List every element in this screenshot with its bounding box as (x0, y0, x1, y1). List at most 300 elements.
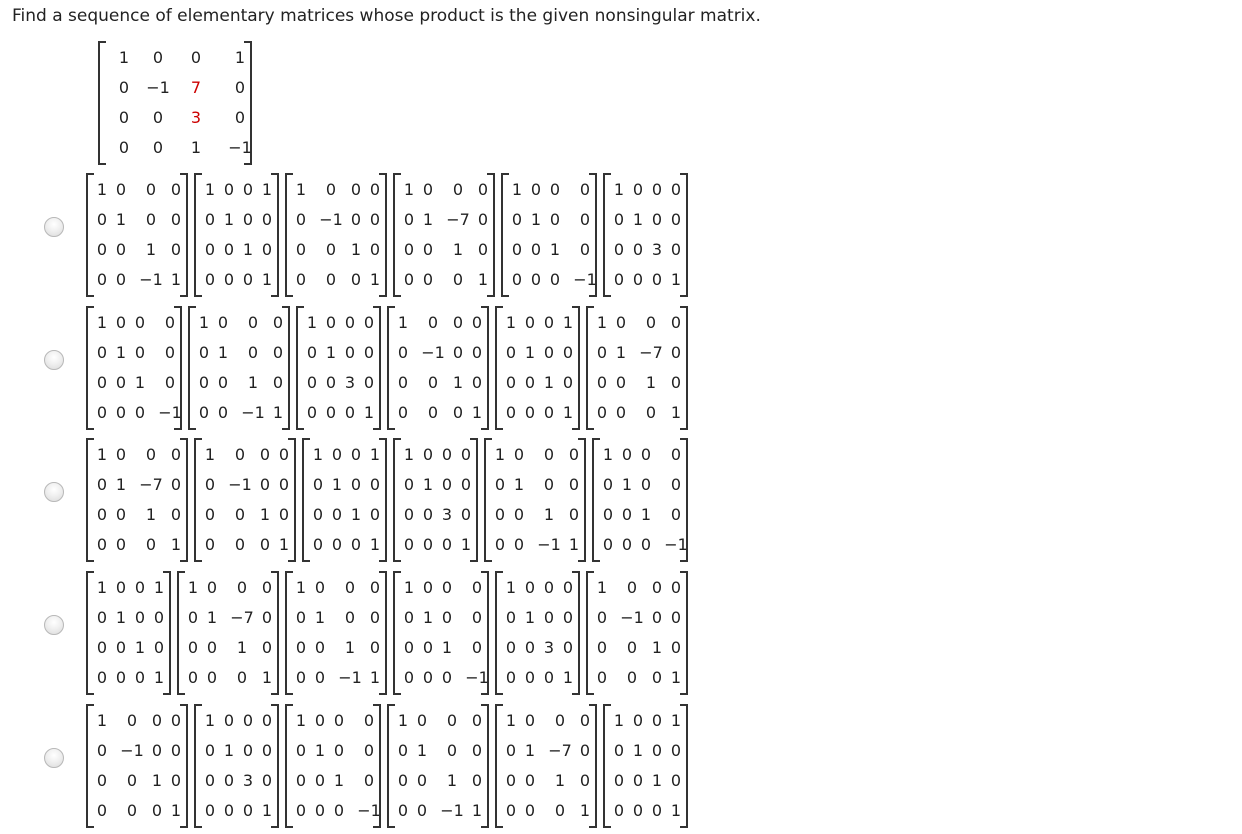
matrix-entry: 0 (549, 180, 561, 199)
matrix-entry: 1 (562, 313, 574, 332)
matrix-entry: 0 (350, 445, 362, 464)
matrix-entry: 0 (543, 475, 555, 494)
bracket-serif (589, 704, 595, 706)
matrix-entry: 0 (115, 373, 127, 392)
matrix-entry: 0 (452, 270, 464, 289)
matrix (296, 306, 381, 430)
matrix-entry: 0 (460, 475, 472, 494)
matrix-entry: 0 (397, 741, 409, 760)
matrix-entry: 0 (471, 771, 483, 790)
matrix-entry: 0 (403, 638, 415, 657)
matrix-entry: 1 (505, 578, 517, 597)
bracket-serif (288, 560, 294, 562)
matrix-entry: 0 (118, 78, 130, 97)
bracket-serif (572, 693, 578, 695)
matrix-entry: 0 (543, 668, 555, 687)
matrix-entry: 0 (602, 475, 614, 494)
bracket-serif (395, 438, 401, 440)
matrix (302, 438, 387, 562)
matrix-entry: 3 (441, 505, 453, 524)
bracket-serif (605, 826, 611, 828)
matrix-entry: 0 (118, 108, 130, 127)
matrix-entry: 0 (152, 108, 164, 127)
matrix-entry: 0 (295, 210, 307, 229)
matrix-entry: 1 (96, 180, 108, 199)
matrix-entry: 1 (153, 668, 165, 687)
matrix-entry: 0 (651, 801, 663, 820)
matrix-entry: 0 (615, 313, 627, 332)
matrix-entry: 0 (331, 445, 343, 464)
matrix-entry: 0 (441, 608, 453, 627)
bracket-serif (497, 306, 503, 308)
matrix-entry: 0 (471, 578, 483, 597)
matrix-entry: 0 (96, 210, 108, 229)
matrix-entry: 1 (452, 240, 464, 259)
matrix-entry: 0 (579, 210, 591, 229)
matrix-entry: 1 (259, 505, 271, 524)
matrix-entry: 1 (369, 535, 381, 554)
bracket-serif (588, 306, 594, 308)
matrix-entry: −1 (120, 741, 144, 760)
matrix-entry: 1 (170, 801, 182, 820)
bracket-serif (497, 826, 503, 828)
matrix-entry: 1 (295, 711, 307, 730)
matrix-entry: 0 (259, 535, 271, 554)
matrix-entry: 0 (524, 578, 536, 597)
bracket-serif (88, 693, 94, 695)
bracket-serif (163, 571, 169, 573)
matrix-entry: 1 (115, 343, 127, 362)
matrix-entry: 0 (554, 801, 566, 820)
matrix-entry: 1 (645, 373, 657, 392)
bracket-serif (389, 826, 395, 828)
bracket-serif (244, 163, 250, 165)
bracket-serif (271, 571, 277, 573)
matrix-entry: 0 (471, 343, 483, 362)
matrix-entry: 0 (422, 180, 434, 199)
matrix-entry: 1 (446, 771, 458, 790)
bracket-serif (589, 173, 595, 175)
matrix-entry: 0 (513, 505, 525, 524)
bracket-serif (395, 295, 401, 297)
matrix-entry: 1 (422, 210, 434, 229)
matrix-entry: 0 (242, 711, 254, 730)
bracket-serif (605, 173, 611, 175)
bracket-serif (100, 163, 106, 165)
matrix-entry: 0 (596, 343, 608, 362)
matrix-entry: 0 (422, 445, 434, 464)
bracket-serif (282, 306, 288, 308)
matrix-entry: 0 (422, 638, 434, 657)
matrix-entry: 1 (651, 638, 663, 657)
matrix-entry: −7 (446, 210, 470, 229)
matrix-entry: 0 (151, 801, 163, 820)
matrix-entry: 1 (452, 373, 464, 392)
matrix-entry: 0 (505, 668, 517, 687)
matrix-entry: −1 (664, 535, 688, 554)
matrix (603, 173, 688, 297)
matrix-entry: 1 (261, 801, 273, 820)
matrix-entry: 1 (530, 210, 542, 229)
matrix-entry: 1 (505, 711, 517, 730)
matrix-entry: 0 (651, 608, 663, 627)
matrix-entry: 0 (295, 668, 307, 687)
matrix-entry: 0 (198, 343, 210, 362)
matrix-entry: 1 (369, 668, 381, 687)
matrix-entry: 0 (403, 608, 415, 627)
matrix-entry: 0 (278, 445, 290, 464)
bracket-serif (287, 173, 293, 175)
matrix-entry: 1 (513, 475, 525, 494)
matrix-entry: 1 (397, 313, 409, 332)
matrix-entry: 0 (524, 638, 536, 657)
matrix-entry: 0 (223, 801, 235, 820)
matrix-entry: 0 (206, 578, 218, 597)
bracket-serif (680, 704, 686, 706)
bracket-serif (497, 428, 503, 430)
matrix-entry: 0 (441, 578, 453, 597)
bracket-serif (680, 438, 686, 440)
matrix-entry: 0 (115, 240, 127, 259)
matrix-entry: 0 (549, 210, 561, 229)
matrix-entry: 0 (441, 445, 453, 464)
matrix-entry: 0 (115, 445, 127, 464)
matrix-entry: 0 (505, 741, 517, 760)
matrix-entry: 0 (613, 240, 625, 259)
matrix-entry: 0 (261, 210, 273, 229)
matrix-entry: 0 (543, 608, 555, 627)
matrix-entry: 0 (344, 343, 356, 362)
matrix-entry: 0 (242, 270, 254, 289)
matrix-entry: 0 (369, 475, 381, 494)
matrix-entry: 0 (524, 771, 536, 790)
bracket-serif (470, 438, 476, 440)
bracket-serif (588, 693, 594, 695)
bracket-serif (180, 438, 186, 440)
bracket-serif (190, 428, 196, 430)
matrix-entry: 1 (204, 711, 216, 730)
matrix-entry: 0 (170, 210, 182, 229)
bracket-serif (298, 428, 304, 430)
matrix-entry: 0 (670, 373, 682, 392)
matrix-entry: 0 (670, 608, 682, 627)
matrix-entry: 0 (403, 210, 415, 229)
matrix-entry: 0 (505, 343, 517, 362)
matrix-entry: 1 (261, 668, 273, 687)
matrix-entry: 0 (204, 475, 216, 494)
matrix-entry: 0 (350, 180, 362, 199)
matrix-entry: 1 (543, 505, 555, 524)
matrix-entry: 1 (505, 313, 517, 332)
matrix-entry: −1 (421, 343, 445, 362)
matrix-entry: 0 (494, 505, 506, 524)
matrix-entry: 1 (247, 373, 259, 392)
matrix-entry: −1 (146, 78, 170, 97)
bracket-serif (680, 295, 686, 297)
matrix-entry: 1 (460, 535, 472, 554)
matrix-entry: 0 (416, 711, 428, 730)
matrix-entry: 0 (471, 741, 483, 760)
matrix-entry: 0 (96, 403, 108, 422)
answer-radio-5[interactable] (44, 748, 64, 768)
bracket-serif (680, 428, 686, 430)
matrix-entry: 0 (96, 741, 108, 760)
bracket-serif (180, 704, 186, 706)
answer-radio-1[interactable] (44, 217, 64, 237)
matrix-entry: −7 (639, 343, 663, 362)
matrix-entry: 0 (96, 535, 108, 554)
matrix-entry: 0 (505, 771, 517, 790)
matrix-entry: 0 (403, 668, 415, 687)
matrix-entry: 0 (524, 373, 536, 392)
matrix-entry: 1 (554, 771, 566, 790)
matrix-entry: 0 (494, 535, 506, 554)
answer-radio-3[interactable] (44, 482, 64, 502)
matrix-entry: 1 (369, 270, 381, 289)
bracket-serif (88, 571, 94, 573)
bracket-serif (680, 826, 686, 828)
matrix-entry: 0 (96, 608, 108, 627)
matrix-entry: 0 (115, 403, 127, 422)
matrix-entry: 0 (261, 638, 273, 657)
matrix-entry: 0 (333, 801, 345, 820)
matrix-entry: 0 (369, 210, 381, 229)
bracket-serif (244, 41, 250, 43)
matrix-entry: 0 (568, 505, 580, 524)
matrix-entry: 0 (416, 771, 428, 790)
matrix-entry: 0 (204, 240, 216, 259)
bracket-serif (578, 438, 584, 440)
matrix-entry: 0 (261, 711, 273, 730)
matrix-entry: 1 (306, 313, 318, 332)
matrix-entry: 1 (632, 741, 644, 760)
matrix-entry: 0 (204, 535, 216, 554)
matrix-entry: 1 (422, 475, 434, 494)
bracket-serif (578, 560, 584, 562)
bracket-serif (196, 826, 202, 828)
matrix-entry: −1 (158, 403, 182, 422)
matrix-entry: 0 (344, 403, 356, 422)
matrix-entry: 1 (272, 403, 284, 422)
matrix-entry: 0 (126, 711, 138, 730)
matrix-entry: 0 (651, 180, 663, 199)
matrix-entry: 0 (242, 801, 254, 820)
bracket-serif (271, 693, 277, 695)
bracket-serif (487, 173, 493, 175)
matrix-entry: 0 (223, 180, 235, 199)
matrix (194, 438, 296, 562)
matrix-entry: 1 (295, 578, 307, 597)
bracket-serif (379, 173, 385, 175)
bracket-serif (271, 173, 277, 175)
matrix-entry: 0 (333, 711, 345, 730)
matrix-entry: 1 (151, 771, 163, 790)
matrix-entry: 0 (505, 373, 517, 392)
matrix (86, 704, 188, 828)
matrix-entry: 0 (115, 180, 127, 199)
bracket-serif (470, 560, 476, 562)
matrix-entry: 0 (441, 475, 453, 494)
bracket-serif (481, 306, 487, 308)
matrix-entry: 0 (164, 343, 176, 362)
matrix-entry: 0 (579, 711, 591, 730)
bracket-serif (395, 560, 401, 562)
matrix-entry: 0 (511, 240, 523, 259)
bracket-serif (389, 306, 395, 308)
matrix-entry: 0 (403, 505, 415, 524)
matrix-entry: 0 (295, 771, 307, 790)
matrix-entry: 1 (363, 403, 375, 422)
matrix-entry: 0 (295, 608, 307, 627)
matrix-entry: 0 (579, 771, 591, 790)
bracket-serif (497, 704, 503, 706)
matrix (586, 306, 688, 430)
matrix-entry: 0 (234, 445, 246, 464)
matrix-entry: 0 (369, 240, 381, 259)
matrix-entry: 0 (562, 638, 574, 657)
matrix-entry: 1 (670, 403, 682, 422)
matrix-entry: 0 (670, 578, 682, 597)
matrix-entry: 1 (333, 771, 345, 790)
bracket-serif (497, 693, 503, 695)
matrix-entry: 0 (363, 373, 375, 392)
matrix-entry: 1 (187, 578, 199, 597)
bracket-serif (88, 173, 94, 175)
matrix-entry: 0 (471, 313, 483, 332)
matrix-entry: 0 (477, 210, 489, 229)
matrix-entry: 0 (223, 711, 235, 730)
bracket-serif (379, 295, 385, 297)
matrix-entry: 0 (126, 801, 138, 820)
matrix-entry: 0 (134, 578, 146, 597)
bracket-serif (271, 704, 277, 706)
bracket-serif (288, 438, 294, 440)
bracket-serif (196, 295, 202, 297)
matrix-entry: 1 (350, 505, 362, 524)
bracket-serif (481, 571, 487, 573)
matrix-entry: 0 (554, 711, 566, 730)
matrix-entry: 0 (314, 638, 326, 657)
matrix-entry: 1 (524, 741, 536, 760)
matrix-entry: 1 (441, 638, 453, 657)
matrix-entry: 0 (615, 373, 627, 392)
matrix-entry: 0 (524, 403, 536, 422)
matrix-entry: 1 (325, 343, 337, 362)
matrix-entry: 0 (96, 373, 108, 392)
matrix-entry: −7 (230, 608, 254, 627)
matrix-entry: 0 (397, 403, 409, 422)
matrix-entry: 0 (441, 668, 453, 687)
bracket-serif (304, 438, 310, 440)
matrix-entry: 0 (543, 403, 555, 422)
matrix-entry: 1 (422, 608, 434, 627)
matrix-entry: 0 (651, 741, 663, 760)
matrix-entry: 0 (96, 801, 108, 820)
matrix-entry: 0 (134, 403, 146, 422)
matrix (177, 571, 279, 695)
matrix-entry: 0 (242, 210, 254, 229)
matrix-entry: 1 (115, 210, 127, 229)
bracket-serif (88, 704, 94, 706)
matrix-entry: 0 (331, 535, 343, 554)
matrix-entry: 7 (190, 78, 202, 97)
matrix-entry: 0 (325, 180, 337, 199)
matrix-entry: 0 (344, 578, 356, 597)
matrix-entry: 1 (596, 313, 608, 332)
bracket-serif (88, 306, 94, 308)
matrix-entry: 0 (204, 741, 216, 760)
matrix-entry: 1 (236, 638, 248, 657)
matrix-entry: 0 (325, 313, 337, 332)
matrix-entry: 0 (118, 138, 130, 157)
matrix-entry: 0 (543, 578, 555, 597)
matrix-entry: 0 (530, 240, 542, 259)
matrix-entry: 0 (204, 210, 216, 229)
matrix-entry: 0 (651, 711, 663, 730)
matrix-entry: 0 (295, 240, 307, 259)
matrix-entry: 0 (596, 638, 608, 657)
matrix-entry: 0 (198, 403, 210, 422)
matrix-entry: 0 (640, 535, 652, 554)
matrix (188, 306, 290, 430)
matrix-entry: 0 (134, 343, 146, 362)
matrix-entry: 3 (242, 771, 254, 790)
matrix-entry: 0 (96, 270, 108, 289)
matrix-entry: 1 (217, 343, 229, 362)
bracket-serif (174, 428, 180, 430)
matrix-entry: 0 (217, 373, 229, 392)
matrix-entry: 0 (640, 445, 652, 464)
matrix-entry: 0 (350, 270, 362, 289)
bracket-serif (572, 428, 578, 430)
matrix-entry: 0 (562, 343, 574, 362)
matrix-entry: 0 (403, 270, 415, 289)
matrix-entry: 1 (403, 180, 415, 199)
bracket-serif (298, 306, 304, 308)
matrix (484, 438, 586, 562)
bracket-serif (481, 428, 487, 430)
matrix-entry: 0 (350, 535, 362, 554)
matrix (285, 173, 387, 297)
matrix-entry: 1 (403, 445, 415, 464)
answer-radio-2[interactable] (44, 350, 64, 370)
matrix-entry: 1 (145, 505, 157, 524)
matrix-entry: 0 (645, 313, 657, 332)
matrix-entry: 0 (645, 403, 657, 422)
matrix-entry: 0 (314, 801, 326, 820)
bracket-serif (180, 560, 186, 562)
matrix-entry: 0 (626, 638, 638, 657)
bracket-serif (379, 560, 385, 562)
matrix (194, 173, 279, 297)
bracket-serif (287, 295, 293, 297)
matrix-entry: 0 (427, 373, 439, 392)
bracket-serif (589, 295, 595, 297)
answer-radio-4[interactable] (44, 615, 64, 635)
bracket-serif (196, 173, 202, 175)
bracket-serif (287, 704, 293, 706)
matrix-entry: 0 (134, 313, 146, 332)
matrix (393, 438, 478, 562)
matrix-entry: 1 (134, 373, 146, 392)
matrix-entry: 0 (234, 535, 246, 554)
matrix-entry: 0 (596, 373, 608, 392)
matrix-entry: 1 (596, 578, 608, 597)
matrix-entry: 0 (151, 741, 163, 760)
matrix-entry: 0 (613, 210, 625, 229)
matrix-entry: 0 (568, 445, 580, 464)
matrix-entry: 0 (460, 505, 472, 524)
